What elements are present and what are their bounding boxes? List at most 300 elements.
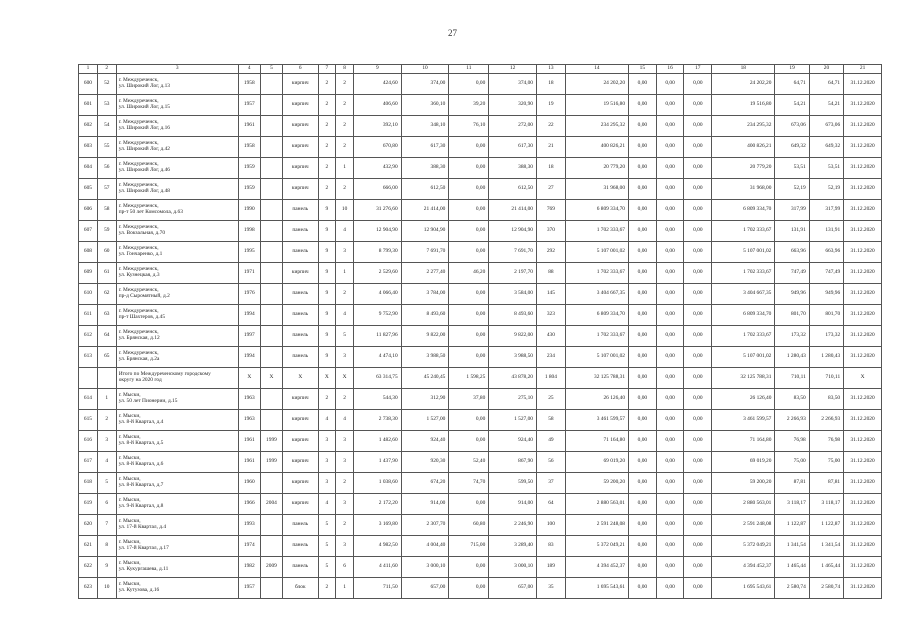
column-number-cell: 21: [844, 65, 882, 74]
cell-c16: 0,00: [656, 410, 684, 431]
table-row: [79, 578, 882, 599]
cell-c10: 21 414,00: [401, 200, 449, 221]
cell-c2: 55: [97, 137, 116, 158]
cell-c12: 914,00: [489, 494, 537, 515]
address-cell: [116, 95, 238, 116]
cell-c6: панель: [283, 536, 318, 557]
cell-c18: 20 779,20: [712, 158, 775, 179]
cell-c18: 5 107 001,02: [712, 242, 775, 263]
address-line: ул. Кутузова, д.16: [118, 587, 160, 593]
cell-c13: 56: [536, 452, 565, 473]
cell-c20: 2 580,74: [809, 578, 843, 599]
cell-c12: 3 988,50: [489, 347, 537, 368]
cell-c1: [79, 368, 98, 389]
cell-c13: 19: [536, 95, 565, 116]
cell-c5: [260, 389, 282, 410]
cell-c13: 35: [536, 578, 565, 599]
cell-c13: 370: [536, 221, 565, 242]
address-cell: [116, 116, 238, 137]
address-line: ул. 8-й Квартал, д.4: [118, 419, 164, 425]
cell-c10: 7 691,70: [401, 242, 449, 263]
cell-c20: 2 266,93: [809, 410, 843, 431]
column-number-cell: 19: [775, 65, 809, 74]
cell-c14: 1 702 333,67: [565, 221, 628, 242]
cell-c13: 27: [536, 179, 565, 200]
cell-c19: 663,96: [775, 242, 809, 263]
table-row: [79, 452, 882, 473]
cell-c19: 1 280,43: [775, 347, 809, 368]
cell-c19: 3 118,17: [775, 494, 809, 515]
cell-c17: 0,00: [684, 326, 712, 347]
cell-c13: 1 804: [536, 368, 565, 389]
cell-c14: 5 107 001,02: [565, 347, 628, 368]
cell-c5: [260, 578, 282, 599]
cell-c14: 26 126,40: [565, 389, 628, 410]
cell-c21: 31.12.2020: [844, 200, 882, 221]
cell-c4: 1976: [238, 284, 260, 305]
cell-c16: 0,00: [656, 158, 684, 179]
cell-c9: 2 172,20: [353, 494, 401, 515]
cell-c20: 76,98: [809, 431, 843, 452]
address-cell: [116, 389, 238, 410]
cell-c18: 3 404 667,35: [712, 284, 775, 305]
column-number-cell: 12: [489, 65, 537, 74]
cell-c11: 39,20: [449, 95, 489, 116]
cell-c20: 1 465,44: [809, 557, 843, 578]
cell-c18: 5 372 049,21: [712, 536, 775, 557]
cell-c9: 1 482,60: [353, 431, 401, 452]
cell-c16: 0,00: [656, 284, 684, 305]
cell-c11: 52,40: [449, 452, 489, 473]
cell-c7: 2: [318, 578, 336, 599]
cell-c13: 21: [536, 137, 565, 158]
cell-c21: 31.12.2020: [844, 95, 882, 116]
cell-c8: 4: [336, 410, 354, 431]
cell-c11: 74,70: [449, 473, 489, 494]
cell-c14: 4 394 452,37: [565, 557, 628, 578]
cell-c18: 71 164,80: [712, 431, 775, 452]
address-line: ул. 8-й Квартал, д.7: [118, 482, 164, 488]
cell-c10: 388,30: [401, 158, 449, 179]
table-row: [79, 137, 882, 158]
cell-c13: 18: [536, 158, 565, 179]
cell-c17: 0,00: [684, 347, 712, 368]
cell-c14: 400 826,21: [565, 137, 628, 158]
cell-c11: 0,00: [449, 557, 489, 578]
cell-c16: 0,00: [656, 221, 684, 242]
cell-c16: 0,00: [656, 515, 684, 536]
cell-c10: 2 277,40: [401, 263, 449, 284]
cell-c19: 54,21: [775, 95, 809, 116]
cell-c2: 53: [97, 95, 116, 116]
table-row: [79, 74, 882, 95]
cell-c8: 1: [336, 158, 354, 179]
cell-c17: 0,00: [684, 557, 712, 578]
address-cell: [116, 137, 238, 158]
cell-c9: 8 799,30: [353, 242, 401, 263]
address-line: г. Мыски,: [118, 497, 141, 504]
cell-c7: 5: [318, 536, 336, 557]
cell-c2: [97, 368, 116, 389]
cell-c8: 10: [336, 200, 354, 221]
cell-c16: 0,00: [656, 431, 684, 452]
cell-c16: 0,00: [656, 242, 684, 263]
cell-c19: 75,00: [775, 452, 809, 473]
cell-c20: 173,32: [809, 326, 843, 347]
cell-c20: 64,71: [809, 74, 843, 95]
cell-c8: 3: [336, 536, 354, 557]
cell-c15: 0,00: [629, 326, 657, 347]
cell-c19: 1 465,44: [775, 557, 809, 578]
cell-c18: 26 126,40: [712, 389, 775, 410]
cell-c15: 0,00: [629, 515, 657, 536]
cell-c4: 1963: [238, 389, 260, 410]
cell-c10: 617,30: [401, 137, 449, 158]
cell-c12: 9 822,00: [489, 326, 537, 347]
cell-c19: 2 266,93: [775, 410, 809, 431]
column-number-cell: 5: [260, 65, 282, 74]
cell-c12: 867,90: [489, 452, 537, 473]
cell-c11: 37,80: [449, 389, 489, 410]
cell-c16: 0,00: [656, 116, 684, 137]
cell-c7: 2: [318, 116, 336, 137]
cell-c21: 31.12.2020: [844, 494, 882, 515]
cell-c15: 0,00: [629, 305, 657, 326]
cell-c12: 272,00: [489, 116, 537, 137]
cell-c18: 400 826,21: [712, 137, 775, 158]
cell-c6: кирпич: [283, 452, 318, 473]
cell-c6: кирпич: [283, 74, 318, 95]
cell-c17: 0,00: [684, 179, 712, 200]
cell-c2: 59: [97, 221, 116, 242]
cell-c14: 32 125 788,31: [565, 368, 628, 389]
cell-c6: кирпич: [283, 263, 318, 284]
cell-c18: 234 295,32: [712, 116, 775, 137]
cell-c11: 46,20: [449, 263, 489, 284]
cell-c5: 1999: [260, 431, 282, 452]
cell-c6: кирпич: [283, 158, 318, 179]
cell-c8: 2: [336, 389, 354, 410]
cell-c1: 611: [79, 305, 98, 326]
address-line: г. Мыски,: [118, 413, 141, 420]
cell-c14: 71 164,80: [565, 431, 628, 452]
cell-c2: 9: [97, 557, 116, 578]
cell-c18: 1 702 333,67: [712, 221, 775, 242]
cell-c12: 3 000,10: [489, 557, 537, 578]
cell-c9: 1 437,90: [353, 452, 401, 473]
cell-c14: 5 107 001,02: [565, 242, 628, 263]
page-number: 27: [448, 28, 457, 38]
cell-c19: 87,81: [775, 473, 809, 494]
cell-c8: 2: [336, 74, 354, 95]
table-row: [79, 158, 882, 179]
column-number-cell: 20: [809, 65, 843, 74]
cell-c12: 388,30: [489, 158, 537, 179]
column-number-cell: 15: [629, 65, 657, 74]
cell-c16: 0,00: [656, 305, 684, 326]
cell-c4: 1997: [238, 326, 260, 347]
cell-c1: 622: [79, 557, 98, 578]
cell-c8: 3: [336, 347, 354, 368]
column-number-cell: 8: [336, 65, 354, 74]
table-row: [79, 557, 882, 578]
cell-c2: 64: [97, 326, 116, 347]
address-line: ул. Широкий Лог, д.48: [118, 188, 170, 194]
address-cell: [116, 179, 238, 200]
cell-c14: 1 702 333,67: [565, 326, 628, 347]
cell-c13: 25: [536, 389, 565, 410]
cell-c13: 22: [536, 116, 565, 137]
cell-c4: X: [238, 368, 260, 389]
cell-c20: 710,11: [809, 368, 843, 389]
column-number-cell: 10: [401, 65, 449, 74]
cell-c2: 61: [97, 263, 116, 284]
address-cell: [116, 536, 238, 557]
address-cell: [116, 221, 238, 242]
cell-c13: 323: [536, 305, 565, 326]
cell-c20: 87,81: [809, 473, 843, 494]
cell-c7: 2: [318, 137, 336, 158]
cell-c21: 31.12.2020: [844, 473, 882, 494]
cell-c21: 31.12.2020: [844, 137, 882, 158]
column-number-cell: 14: [565, 65, 628, 74]
address-cell: [116, 284, 238, 305]
cell-c6: панель: [283, 221, 318, 242]
address-cell: [116, 305, 238, 326]
cell-c5: [260, 179, 282, 200]
cell-c1: 602: [79, 116, 98, 137]
cell-c15: 0,00: [629, 410, 657, 431]
cell-c9: 3 169,80: [353, 515, 401, 536]
cell-c21: 31.12.2020: [844, 557, 882, 578]
cell-c13: 18: [536, 74, 565, 95]
cell-c11: 0,00: [449, 242, 489, 263]
cell-c20: 317,99: [809, 200, 843, 221]
cell-c16: 0,00: [656, 95, 684, 116]
cell-c4: 1963: [238, 410, 260, 431]
cell-c10: 348,10: [401, 116, 449, 137]
cell-c11: 0,00: [449, 578, 489, 599]
address-line: пр-т 50 лет Комсомола, д.63: [118, 209, 183, 215]
cell-c8: 3: [336, 431, 354, 452]
cell-c8: 2: [336, 179, 354, 200]
cell-c2: 58: [97, 200, 116, 221]
address-line: ул. Широкий Лог, д.42: [118, 146, 170, 152]
address-cell: [116, 473, 238, 494]
cell-c7: 2: [318, 179, 336, 200]
cell-c8: 3: [336, 452, 354, 473]
cell-c4: 1974: [238, 536, 260, 557]
cell-c12: 8 493,60: [489, 305, 537, 326]
cell-c8: 1: [336, 578, 354, 599]
cell-c2: 52: [97, 74, 116, 95]
cell-c1: 620: [79, 515, 98, 536]
cell-c17: 0,00: [684, 515, 712, 536]
cell-c19: 1 122,87: [775, 515, 809, 536]
cell-c17: 0,00: [684, 116, 712, 137]
cell-c6: X: [283, 368, 318, 389]
address-line: ул. Гончаренко, д.1: [118, 251, 163, 257]
cell-c7: 3: [318, 473, 336, 494]
cell-c2: 1: [97, 389, 116, 410]
cell-c9: 31 276,60: [353, 200, 401, 221]
cell-c8: 4: [336, 305, 354, 326]
column-number-cell: 13: [536, 65, 565, 74]
cell-c8: X: [336, 368, 354, 389]
cell-c8: 1: [336, 263, 354, 284]
cell-c6: кирпич: [283, 389, 318, 410]
cell-c6: блок: [283, 578, 318, 599]
cell-c20: 75,00: [809, 452, 843, 473]
address-line: ул. 17-й Квартал, д.17: [118, 545, 169, 551]
cell-c16: 0,00: [656, 368, 684, 389]
address-line: г. Мыски,: [118, 455, 141, 462]
cell-c9: 4 411,60: [353, 557, 401, 578]
cell-c9: 711,50: [353, 578, 401, 599]
cell-c21: 31.12.2020: [844, 578, 882, 599]
address-cell: [116, 452, 238, 473]
cell-c1: 610: [79, 284, 98, 305]
cell-c6: панель: [283, 284, 318, 305]
column-number-cell: 9: [353, 65, 401, 74]
cell-c14: 31 968,00: [565, 179, 628, 200]
address-line: г. Междуреченск,: [118, 287, 159, 294]
cell-c21: 31.12.2020: [844, 116, 882, 137]
cell-c11: 76,10: [449, 116, 489, 137]
cell-c12: 12 904,90: [489, 221, 537, 242]
address-line: ул. 8-й Квартал, д.6: [118, 461, 164, 467]
cell-c6: панель: [283, 242, 318, 263]
cell-c17: 0,00: [684, 368, 712, 389]
cell-c4: 1960: [238, 473, 260, 494]
address-line: г. Мыски,: [118, 392, 141, 399]
address-line: г. Мыски,: [118, 581, 141, 588]
cell-c14: 3 404 667,35: [565, 284, 628, 305]
cell-c21: 31.12.2020: [844, 536, 882, 557]
cell-c5: 2009: [260, 557, 282, 578]
cell-c2: 57: [97, 179, 116, 200]
cell-c17: 0,00: [684, 305, 712, 326]
address-line: ул. 8-й Квартал, д.5: [118, 440, 164, 446]
cell-c9: 4 474,10: [353, 347, 401, 368]
cell-c20: 1 341,54: [809, 536, 843, 557]
cell-c11: 0,00: [449, 200, 489, 221]
cell-c6: панель: [283, 557, 318, 578]
cell-c11: 0,00: [449, 221, 489, 242]
cell-c9: 2 529,60: [353, 263, 401, 284]
address-line: ул. Широкий Лог, д.13: [118, 83, 170, 89]
cell-c14: 6 809 334,70: [565, 200, 628, 221]
cell-c19: 673,06: [775, 116, 809, 137]
cell-c6: кирпич: [283, 473, 318, 494]
cell-c2: 5: [97, 473, 116, 494]
cell-c10: 674,20: [401, 473, 449, 494]
cell-c17: 0,00: [684, 284, 712, 305]
cell-c11: 0,00: [449, 305, 489, 326]
address-cell: [116, 242, 238, 263]
cell-c21: 31.12.2020: [844, 410, 882, 431]
cell-c6: панель: [283, 200, 318, 221]
table-row: [79, 116, 882, 137]
address-line: г. Междуреченск,: [118, 203, 159, 210]
cell-c10: 374,00: [401, 74, 449, 95]
cell-c5: [260, 158, 282, 179]
cell-c1: 601: [79, 95, 98, 116]
cell-c14: 1 702 333,67: [565, 263, 628, 284]
cell-c15: 0,00: [629, 536, 657, 557]
cell-c5: [260, 200, 282, 221]
cell-c4: 1958: [238, 74, 260, 95]
cell-c13: 64: [536, 494, 565, 515]
cell-c17: 0,00: [684, 410, 712, 431]
cell-c15: 0,00: [629, 284, 657, 305]
column-number-cell: 7: [318, 65, 336, 74]
cell-c12: 43 878,20: [489, 368, 537, 389]
cell-c1: 604: [79, 158, 98, 179]
cell-c9: 4 982,50: [353, 536, 401, 557]
cell-c11: 715,00: [449, 536, 489, 557]
cell-c14: 19 516,80: [565, 95, 628, 116]
table-row: [79, 284, 882, 305]
cell-c16: 0,00: [656, 452, 684, 473]
cell-c5: [260, 536, 282, 557]
cell-c21: 31.12.2020: [844, 305, 882, 326]
cell-c21: 31.12.2020: [844, 158, 882, 179]
cell-c11: 0,00: [449, 347, 489, 368]
cell-c9: 670,80: [353, 137, 401, 158]
column-number-cell: 3: [116, 65, 238, 74]
address-line: пр-т Шахтеров, д.45: [118, 314, 166, 320]
address-cell: [116, 347, 238, 368]
cell-c10: 3 988,50: [401, 347, 449, 368]
cell-c4: 1990: [238, 200, 260, 221]
cell-c19: 649,32: [775, 137, 809, 158]
address-line: г. Междуреченск,: [118, 98, 159, 105]
cell-c2: 10: [97, 578, 116, 599]
cell-c9: 11 827,96: [353, 326, 401, 347]
table-row: [79, 347, 882, 368]
cell-c5: [260, 263, 282, 284]
cell-c1: 606: [79, 200, 98, 221]
cell-c15: 0,00: [629, 200, 657, 221]
cell-c21: 31.12.2020: [844, 179, 882, 200]
cell-c14: 234 295,32: [565, 116, 628, 137]
cell-c12: 3 584,00: [489, 284, 537, 305]
cell-c6: панель: [283, 515, 318, 536]
cell-c21: 31.12.2020: [844, 347, 882, 368]
column-number-header-row: [79, 65, 882, 74]
column-number-cell: 6: [283, 65, 318, 74]
cell-c7: 9: [318, 221, 336, 242]
cell-c10: 360,10: [401, 95, 449, 116]
cell-c1: 607: [79, 221, 98, 242]
cell-c11: 0,00: [449, 431, 489, 452]
address-cell: [116, 263, 238, 284]
cell-c20: 131,91: [809, 221, 843, 242]
cell-c10: 45 240,45: [401, 368, 449, 389]
table-row: [79, 242, 882, 263]
cell-c18: 6 809 334,70: [712, 305, 775, 326]
cell-c16: 0,00: [656, 494, 684, 515]
cell-c10: 4 004,40: [401, 536, 449, 557]
cell-c5: [260, 137, 282, 158]
cell-c18: 69 019,20: [712, 452, 775, 473]
address-line: г. Мыски,: [118, 476, 141, 483]
cell-c2: 3: [97, 431, 116, 452]
cell-c1: 619: [79, 494, 98, 515]
cell-c21: 31.12.2020: [844, 221, 882, 242]
cell-c7: 2: [318, 74, 336, 95]
